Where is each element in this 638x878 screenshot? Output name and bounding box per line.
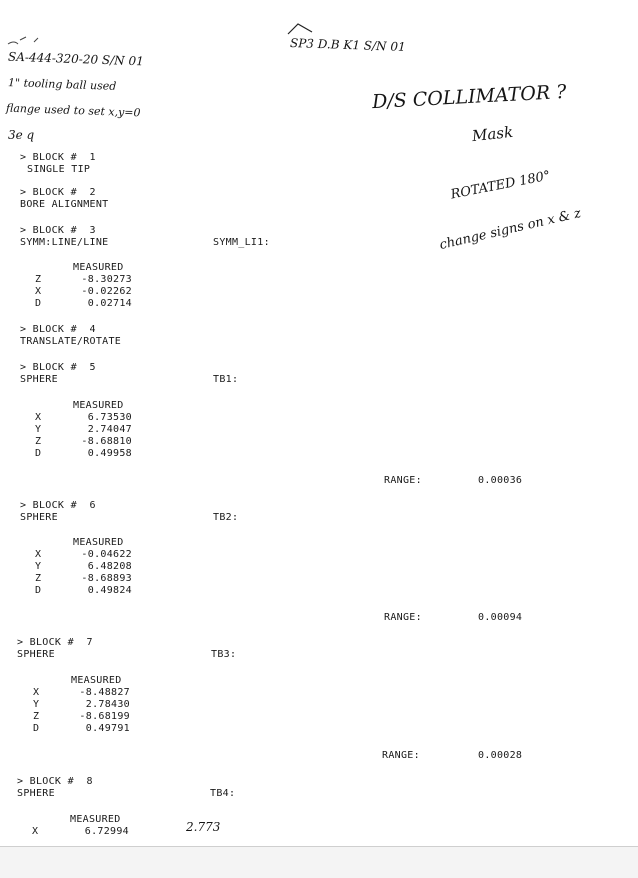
block-3-header: > BLOCK # 3 — [20, 225, 96, 236]
handwritten-tooling-note: 1" tooling ball used — [7, 76, 117, 93]
block-7-range-label: RANGE: — [382, 750, 420, 761]
block-5-header: > BLOCK # 5 — [20, 362, 96, 373]
block-5-range-label: RANGE: — [384, 475, 422, 486]
block-4-header: > BLOCK # 4 — [20, 324, 96, 335]
block-3-value-d: 0.02714 — [87, 298, 132, 309]
block-6-value-y: 6.48208 — [87, 561, 132, 572]
block-3-axis-z: Z — [35, 274, 42, 285]
block-6-name: TB2: — [213, 512, 239, 523]
block-7-value-y: 2.78430 — [85, 699, 130, 710]
handwritten-flange-note: flange used to set x,y=0 — [5, 101, 141, 120]
block-3-value-z: -8.30273 — [81, 274, 132, 285]
block-3-name: SYMM_LI1: — [213, 237, 270, 248]
block-7-name: TB3: — [211, 649, 237, 660]
block-6-measured-label: MEASURED — [73, 537, 124, 548]
block-2-type: BORE ALIGNMENT — [20, 199, 109, 210]
block-3-type: SYMM:LINE/LINE — [20, 237, 109, 248]
block-5-range-value: 0.00036 — [478, 475, 523, 486]
block-2-header: > BLOCK # 2 — [20, 187, 96, 198]
block-3-measured-label: MEASURED — [73, 262, 124, 273]
handwritten-part-number: SA-444-320-20 S/N 01 — [7, 49, 144, 69]
block-6-axis-d: D — [35, 585, 42, 596]
block-5-axis-y: Y — [35, 424, 42, 435]
block-6-value-d: 0.49824 — [87, 585, 132, 596]
handwritten-title: D/S COLLIMATOR ? — [371, 80, 567, 114]
block-6-axis-z: Z — [35, 573, 42, 584]
block-5-axis-d: D — [35, 448, 42, 459]
block-8-axis-x: X — [32, 826, 39, 837]
block-5-axis-z: Z — [35, 436, 42, 447]
block-5-value-y: 2.74047 — [87, 424, 132, 435]
block-4-type: TRANSLATE/ROTATE — [20, 336, 122, 347]
block-6-range-value: 0.00094 — [478, 612, 523, 623]
block-8-measured-label: MEASURED — [70, 814, 121, 825]
block-7-value-x: -8.48827 — [79, 687, 130, 698]
block-7-axis-x: X — [33, 687, 40, 698]
handwritten-centerline-mark: 3e q — [8, 128, 35, 142]
block-7-header: > BLOCK # 7 — [17, 637, 93, 648]
block-5-axis-x: X — [35, 412, 42, 423]
block-1-type: SINGLE TIP — [27, 164, 91, 175]
block-5-value-z: -8.68810 — [81, 436, 132, 447]
block-7-axis-z: Z — [33, 711, 40, 722]
block-6-type: SPHERE — [20, 512, 58, 523]
block-6-value-x: -0.04622 — [81, 549, 132, 560]
block-8-type: SPHERE — [17, 788, 55, 799]
block-8-header: > BLOCK # 8 — [17, 776, 93, 787]
block-5-value-x: 6.73530 — [87, 412, 132, 423]
block-3-value-x: -0.02262 — [81, 286, 132, 297]
block-3-axis-d: D — [35, 298, 42, 309]
handwritten-serial-header: SP3 D.B K1 S/N 01 — [289, 35, 406, 55]
block-1-header: > BLOCK # 1 — [20, 152, 96, 163]
block-8-value-x: 6.72994 — [84, 826, 129, 837]
block-7-axis-y: Y — [33, 699, 40, 710]
handwritten-sign-change-note: change signs on x & z — [438, 205, 583, 254]
block-7-range-value: 0.00028 — [478, 750, 523, 761]
block-6-value-z: -8.68893 — [81, 573, 132, 584]
handwritten-subtitle: Mask — [471, 122, 514, 146]
block-5-type: SPHERE — [20, 374, 58, 385]
block-6-range-label: RANGE: — [384, 612, 422, 623]
block-5-measured-label: MEASURED — [73, 400, 124, 411]
block-5-name: TB1: — [213, 374, 239, 385]
block-6-header: > BLOCK # 6 — [20, 500, 96, 511]
block-7-value-d: 0.49791 — [85, 723, 130, 734]
block-5-value-d: 0.49958 — [87, 448, 132, 459]
handwritten-rotation-note: ROTATED 180° — [449, 168, 552, 203]
block-6-axis-y: Y — [35, 561, 42, 572]
block-6-axis-x: X — [35, 549, 42, 560]
handwritten-bottom-mark: 2.773 — [186, 820, 221, 834]
page-bottom-edge — [0, 846, 638, 878]
block-7-value-z: -8.68199 — [79, 711, 130, 722]
block-7-type: SPHERE — [17, 649, 55, 660]
block-3-axis-x: X — [35, 286, 42, 297]
block-8-name: TB4: — [210, 788, 236, 799]
block-7-axis-d: D — [33, 723, 40, 734]
block-7-measured-label: MEASURED — [71, 675, 122, 686]
